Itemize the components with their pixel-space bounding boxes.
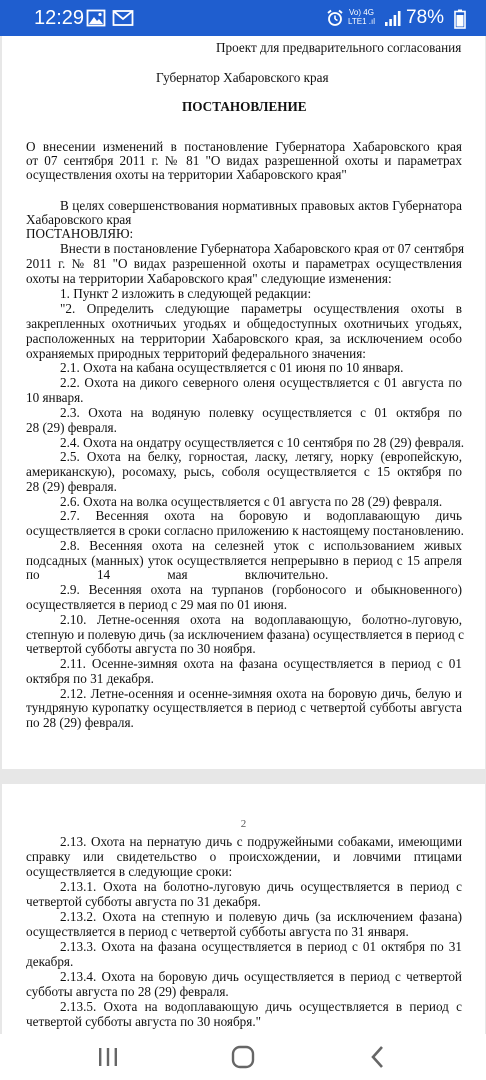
body-line: тундряную куропатку осуществляется в период с четвертой субботы августа [26,700,462,715]
body-line: степную и полевую дичь (за исключением фазана) осуществляется в период с [26,627,464,642]
project-note: Проект для предварительного согласования [216,40,462,55]
battery-icon [454,9,466,29]
body-line: 2.12. Летне-осенняя и осенне-зимняя охота на боровую дичь, белую и [60,686,462,701]
body-line: 2.4. Охота на ондатру осуществляется с 10 сентября по 28 (29) февраля. [60,435,465,450]
body-line: подсадных (манных) уток осуществляется непрерывно в период с 15 апреля [26,553,462,568]
network-bottom-label: LTE1 .ıl [348,17,375,26]
body-line: 10 января. [26,390,84,405]
body-line: В целях совершенствования нормативных правовых актов Губернатора [60,198,462,213]
status-bar [0,0,486,36]
document-page-2[interactable] [2,784,485,1034]
body-line: 2.13.4. Охота на боровую дичь осуществляется в период с четвертой [60,969,462,984]
network-top-label: Vo) 4G [349,8,374,17]
subject-line: осуществления охоты на территории Хабаровского края" [26,167,347,182]
back-button[interactable] [338,1034,418,1080]
body-line: 2.7. Весенняя охота на боровую и водоплавающую дичь [60,508,462,523]
body-line: Внести в постановление Губернатора Хабаровского края от 07 сентября [60,241,465,256]
body-line: 2.10. Летне-осенняя охота на водоплавающую, болотно-луговую, [60,612,462,627]
body-line: четвертой субботы августа по 31 декабря. [26,894,261,909]
body-line: 2.6. Охота на волка осуществляется с 01 августа по 28 (29) февраля. [60,494,443,509]
body-line: 1. Пункт 2 изложить в следующей редакции: [60,286,312,301]
body-line: четвертой субботы августа по 30 ноября. [26,641,256,656]
body-line: декабря. [26,954,74,969]
body-line: 2.2. Охота на дикого северного оленя осуществляется с 01 августа по [60,375,462,390]
body-line: 2.13.3. Охота на фазана осуществляется в период с 01 октября по 31 [60,939,462,954]
body-line: 2.8. Весенняя охота на селезней уток с использованием живых [60,538,462,553]
body-line: 2.3. Охота на водяную полевку осуществляется с 01 октября по [60,405,462,420]
body-line: 2.1. Охота на кабана осуществляется с 01 июня по 10 января. [60,360,404,375]
document-type: ПОСТАНОВЛЕНИЕ [182,99,307,114]
back-icon [370,1045,386,1069]
subject-line: О внесении изменений в постановление Губернатора Хабаровского края [26,139,462,154]
body-line: по 14 мая включительно. [26,567,329,582]
body-line: 28 (29) февраля. [26,479,117,494]
body-line: 2011 г. № 81 "О видах разрешенной охоты и параметрах осуществления [26,256,462,271]
status-time: 12:29 [34,7,85,29]
home-icon [231,1045,255,1069]
page-number: 2 [240,818,247,830]
subject-line: от 07 сентября 2011 г. № 81 "О видах разрешенной охоты и параметрах [26,153,462,168]
body-line: октября по 31 декабря. [26,671,154,686]
network-indicator [348,8,375,26]
image-notification-icon [86,9,106,27]
body-line: осуществляется в сроки согласно приложению к настоящему постановлению. [26,523,464,538]
body-line: осуществляется в следующие сроки: [26,864,233,879]
recent-apps-icon [97,1047,119,1067]
body-line: американскую), росомаху, рысь, соболя осуществляется с 15 октября по [26,464,462,479]
body-line: расположенных на территории Хабаровского края, за исключением особо [26,331,462,346]
body-line: 2.5. Охота на белку, горностая, ласку, летягу, норку (европейскую, [60,449,462,464]
home-button[interactable] [203,1034,283,1080]
body-line: "2. Определить следующие параметры осуществления охоты в [60,301,462,316]
body-line: 28 (29) февраля. [26,420,117,435]
body-line: 2.13.5. Охота на водоплавающую дичь осуществляется в период с [60,999,462,1014]
body-line: 2.13. Охота на пернатую дичь с подружейными собаками, имеющими [60,834,462,849]
document-page-1[interactable] [2,36,485,769]
body-line: ПОСТАНОВЛЯЮ: [26,226,134,241]
body-line: справку или свидетельство о происхождении, и ловчими птицами [26,849,462,864]
body-line: охоты на территории Хабаровского края" следующие изменения: [26,271,392,286]
battery-percent: 78% [406,7,445,28]
navigation-bar [0,1034,486,1080]
body-line: 2.13.2. Охота на степную и полевую дичь (за исключением фазана) [60,909,462,924]
email-notification-icon [112,9,134,27]
body-line: субботы августа по 28 (29) февраля. [26,984,229,999]
body-line: по 28 (29) февраля. [26,715,134,730]
signal-icon [384,9,402,27]
body-line: 2.13.1. Охота на болотно-луговую дичь осуществляется в период с [60,879,462,894]
body-line: осуществляется в период с 29 мая по 01 июня. [26,597,288,612]
body-line: 2.11. Осенне-зимняя охота на фазана осуществляется в период с 01 [60,656,462,671]
body-line: охраняемых природных территорий федерального значения: [26,346,366,361]
body-line: закрепленных охотничьих угодьях и общедоступных охотничьих угодьях, [26,316,462,331]
body-line: Хабаровского края [26,212,132,227]
body-line: осуществляется в период с четвертой субботы августа по 31 января. [26,924,409,939]
recent-apps-button[interactable] [68,1034,148,1080]
body-line: 2.9. Весенняя охота на турпанов (горбоносого и обыкновенного) [60,582,462,597]
body-line: четвертой субботы августа по 30 ноября." [26,1014,262,1029]
alarm-icon [326,9,344,27]
author-line: Губернатор Хабаровского края [156,70,329,85]
